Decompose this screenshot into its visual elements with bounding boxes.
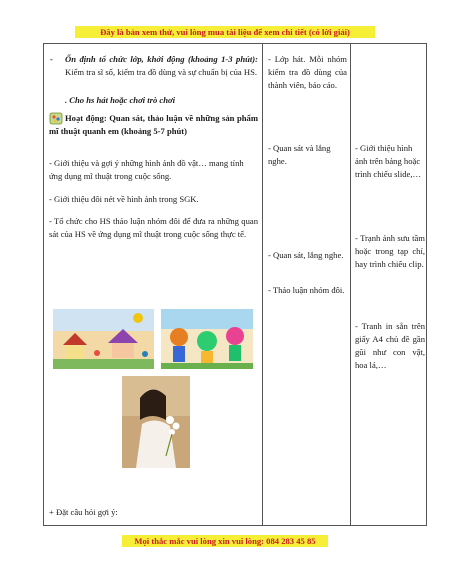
student-paragraph-2: - Quan sát và lắng nghe. (268, 143, 331, 166)
paragraph-1: - Giới thiệu và gợi ý những hình ảnh đồ vật… mang tính ứng dụng mĩ thuật trong cuộc sống. (49, 158, 244, 181)
bullet-dash: - (50, 54, 53, 64)
activity-title: Hoạt động: Quan sát, thảo luận về những sản phẩm mĩ thuật quanh em (khoảng 5-7 phút) (49, 113, 258, 136)
paragraph-4: + Đặt câu hỏi gợi ý: (49, 507, 118, 517)
materials-paragraph-3: - Tranh in sẵn trên giấy A4 chủ đề gần gũi như con vật, hoa lá,… (355, 321, 425, 370)
teacher-activity-column (44, 44, 263, 525)
student-paragraph-4: - Thảo luận nhóm đôi. (268, 285, 345, 295)
materials-paragraph-2: - Trạnh ảnh sưu tầm hoặc trong tạp chí, hay trình chiếu clip. (355, 233, 425, 269)
student-activity-column (263, 44, 351, 525)
preview-banner: Đây là bản xem thử, vui lòng mua tài liệu để xem chi tiết (có lời giải) (75, 26, 375, 38)
paragraph-2: - Giới thiệu đôi nét về hình ảnh trong SGK. (49, 194, 199, 204)
paragraph-3: - Tổ chức cho HS thảo luận nhóm đôi để đưa ra những quan sát của HS về ứng dụng mĩ thuật trong cuộc sống thực tế. (49, 216, 258, 239)
photo-girl-with-flowers (122, 376, 190, 468)
contact-banner: Mọi thắc mắc vui lòng xin vui lòng: 084 283 45 85 (122, 535, 328, 547)
children-painting-image-2 (161, 309, 253, 369)
game-line: . Cho hs hát hoặc chơi trò chơi (65, 95, 175, 105)
intro-text: Kiểm tra sĩ số, kiểm tra đồ dùng và sự chuẩn bị của HS. (65, 67, 258, 77)
materials-column (351, 44, 428, 525)
intro-paragraph (65, 53, 258, 79)
children-painting-image-1 (53, 309, 154, 369)
student-paragraph-1: - Lớp hát. Mỗi nhóm kiểm tra đồ dùng của thành viên, báo cáo. (268, 54, 347, 90)
materials-paragraph-1: - Giới thiệu hình ảnh trên bảng hoặc trình chiếu slide,… (355, 143, 422, 179)
lesson-table (43, 43, 427, 526)
student-paragraph-3: - Quan sát, lắng nghe. (268, 250, 344, 260)
intro-title: Ổn định tổ chức lớp, khởi động (khoảng 1-3 phút): (65, 54, 258, 64)
